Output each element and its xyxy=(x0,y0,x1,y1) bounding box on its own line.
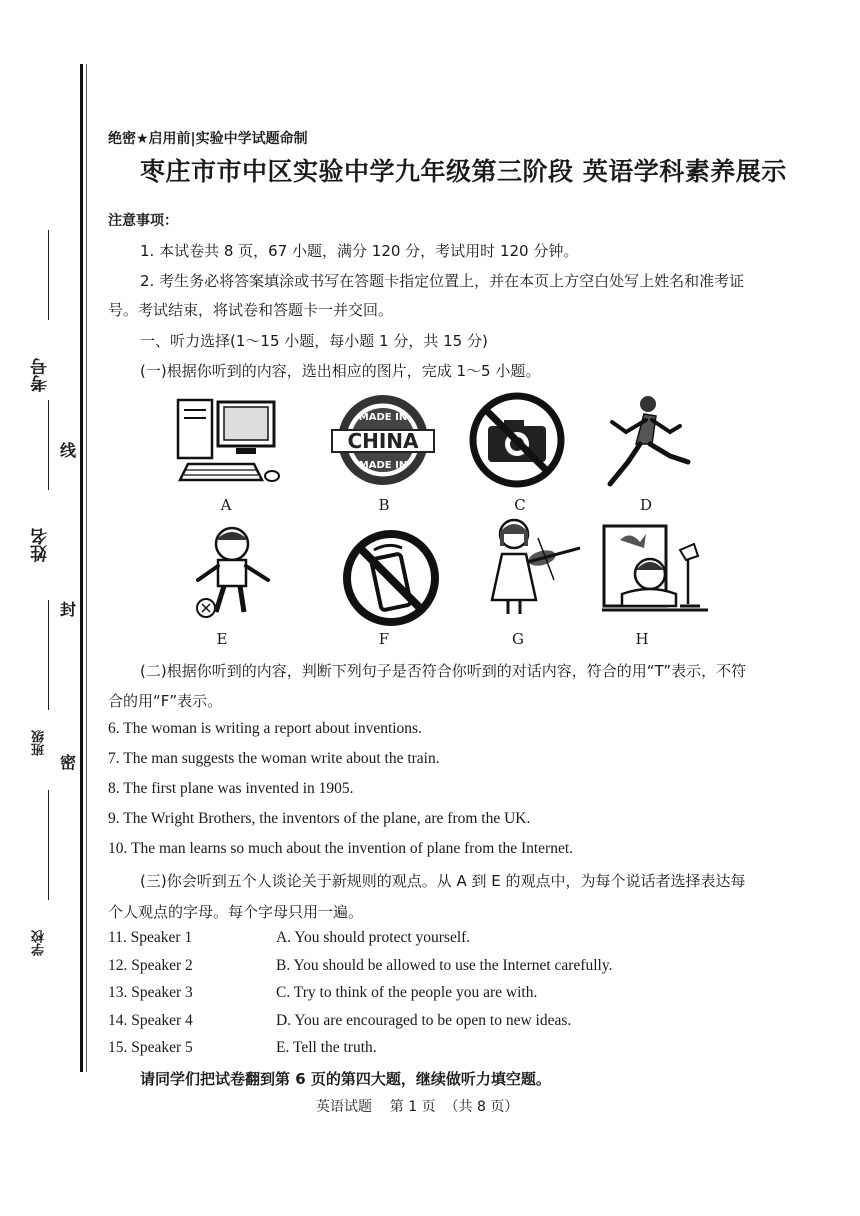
speaker-2: 12. Speaker 2 xyxy=(108,957,193,974)
notice-item-2: 2. 考生务必将答案填涂或书写在答题卡指定位置上，并在本页上方空白处写上姓名和准考证 xyxy=(140,272,745,290)
page-footer: 英语试题 第 1 页 （共 8 页） xyxy=(316,1099,519,1115)
boy-football-icon xyxy=(186,522,296,622)
speaker-5: 15. Speaker 5 xyxy=(108,1039,193,1056)
part2-instruction: (二)根据你听到的内容，判断下列句子是否符合你听到的对话内容，符合的用“T”表示，不符 xyxy=(140,662,747,680)
boy-studying-icon xyxy=(600,520,710,620)
label-kaohao: 考号 xyxy=(31,358,51,392)
label-xuexiao: 学校 xyxy=(32,930,47,956)
opinion-b: B. You should be allowed to use the Internet carefully. xyxy=(276,957,613,974)
no-phone-icon xyxy=(336,528,446,628)
statement-7: 7. The man suggests the woman write about the train. xyxy=(108,750,440,767)
mark-feng: 封 xyxy=(60,600,77,619)
picture-letter-c: C xyxy=(514,496,526,514)
kaohao-blank xyxy=(48,230,49,320)
opinion-a: A. You should protect yourself. xyxy=(276,929,471,946)
stamp-top-text: MADE IN xyxy=(358,412,408,423)
girl-violin-icon xyxy=(480,516,590,616)
picture-letter-g: G xyxy=(512,630,524,648)
picture-letter-e: E xyxy=(216,630,228,648)
stamp-bottom-text: MADE IN xyxy=(358,460,408,471)
page-title: 枣庄市市中区实验中学九年级第三阶段 英语学科素养展示 xyxy=(140,157,787,186)
running-man-icon xyxy=(596,392,706,492)
binding-line xyxy=(80,64,83,1072)
notice-heading: 注意事项： xyxy=(108,213,178,229)
kaohao-blank-2 xyxy=(48,400,49,490)
section1-title: 一、听力选择(1～15 小题，每小题 1 分，共 15 分) xyxy=(140,332,488,350)
stamp-china-text: CHINA xyxy=(347,429,419,453)
part3-instruction-cont: 个人观点的字母。每个字母只用一遍。 xyxy=(108,903,364,921)
confidential-note: 绝密★启用前|实验中学试题命制 xyxy=(108,131,308,147)
picture-letter-a: A xyxy=(220,496,232,514)
notice-item-1: 1. 本试卷共 8 页，67 小题，满分 120 分，考试用时 120 分钟。 xyxy=(140,242,579,260)
picture-letter-d: D xyxy=(639,496,653,514)
no-camera-icon xyxy=(462,390,572,490)
label-banji: 班级 xyxy=(32,730,47,756)
speaker-1: 11. Speaker 1 xyxy=(108,929,193,946)
statement-10: 10. The man learns so much about the invention of plane from the Internet. xyxy=(108,840,574,857)
speaker-3: 13. Speaker 3 xyxy=(108,984,193,1001)
label-xingming: 姓名 xyxy=(31,528,51,562)
opinion-e: E. Tell the truth. xyxy=(276,1039,377,1056)
opinion-d: D. You are encouraged to be open to new ideas. xyxy=(276,1012,572,1029)
opinion-c: C. Try to think of the people you are with. xyxy=(276,984,538,1001)
statement-9: 9. The Wright Brothers, the inventors of the plane, are from the UK. xyxy=(108,810,531,827)
made-in-china-stamp xyxy=(328,392,438,492)
picture-letter-b: B xyxy=(378,496,390,514)
part1-instruction: (一)根据你听到的内容，选出相应的图片，完成 1～5 小题。 xyxy=(140,362,541,380)
banji-blank xyxy=(48,790,49,900)
statement-8: 8. The first plane was invented in 1905. xyxy=(108,780,354,797)
mark-xian: 线 xyxy=(60,441,77,460)
part3-instruction: (三)你会听到五个人谈论关于新规则的观点。从 A 到 E 的观点中，为每个说话者选择表达每 xyxy=(140,872,746,890)
picture-letter-h: H xyxy=(635,630,649,648)
picture-letter-f: F xyxy=(378,630,390,648)
turn-page-note: 请同学们把试卷翻到第 6 页的第四大题，继续做听力填空题。 xyxy=(140,1070,551,1088)
statement-6: 6. The woman is writing a report about inventions. xyxy=(108,720,422,737)
speaker-4: 14. Speaker 4 xyxy=(108,1012,193,1029)
part2-instruction-cont: 合的用“F”表示。 xyxy=(108,692,223,710)
computer-icon xyxy=(172,392,282,492)
notice-item-2-cont: 号。考试结束，将试卷和答题卡一并交回。 xyxy=(108,301,394,319)
binding-line-inner xyxy=(86,64,87,1072)
xingming-blank xyxy=(48,600,49,710)
mark-mi: 密 xyxy=(60,753,77,772)
